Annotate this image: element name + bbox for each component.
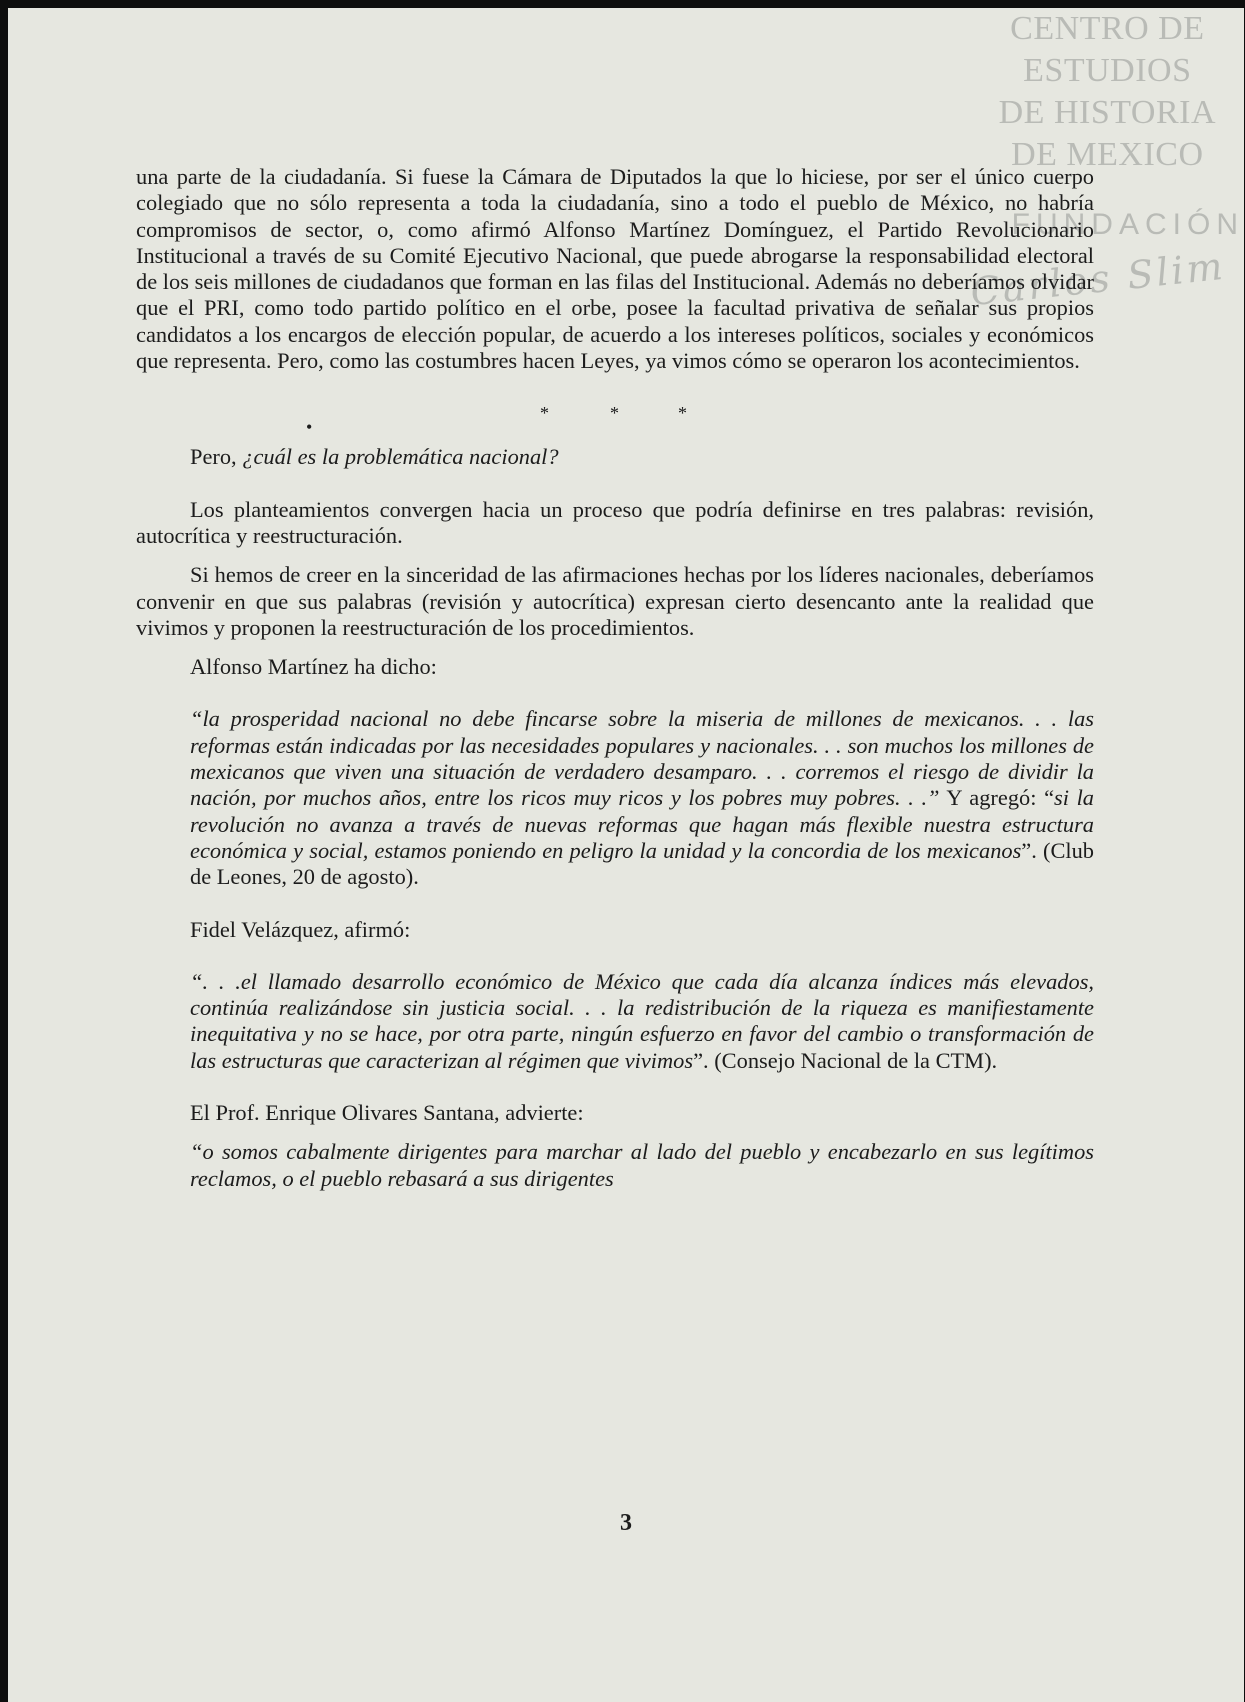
- paragraph-continuation: una parte de la ciudadanía. Si fuese la Cámara de Diputados la que lo hiciese, por ser el único cuerpo colegiado que no sólo representa a toda la ciudadanía, sino a todo el pueblo de México, no habría compromisos de sector, o, como afirmó Alfonso Martínez Domínguez, el Partido Revolucionario Institucional a través de su Comité Ejecutivo Nacional, que puede abrogarse la responsabilidad electoral de los seis millones de ciudadanos que forman en las filas del Institucional. Además no deberíamos olvidar que el PRI, como todo partido político en el orbe, posee la facultad privativa de señalar sus propios candidatos a los encargos de elección popular, de acuerdo a los intereses políticos, sociales y económicos que representa. Pero, como las costumbres hacen Leyes, ya vimos cómo se operaron los acontecimientos.: [136, 164, 1094, 374]
- quote-source: ”. (Club de Leones, 20 de agosto).: [190, 837, 1094, 890]
- speaker-intro: El Prof. Enrique Olivares Santana, advierte:: [190, 1100, 584, 1126]
- quote-text: “. . .el llamado desarrollo económico de México que cada día alcanza índices más elevados, continúa realizándose sin justicia social. . . la redistribución de la riqueza es manifiestamente inequitativa y no se hace, por otra parte, ningún esfuerzo en favor del cambio o transformación de las estructuras que caracterizan al régimen que vivimos: [190, 968, 1094, 1073]
- paragraph: Los planteamientos convergen hacia un proceso que podría definirse en tres palabras: revisión, autocrítica y reestructuración.: [136, 496, 1094, 548]
- section-question: [136, 444, 1094, 470]
- watermark-line: ESTUDIOS: [1023, 52, 1192, 89]
- speaker-intro: Fidel Velázquez, afirmó:: [190, 916, 411, 942]
- block-quote-martinez: [136, 706, 1094, 890]
- archive-watermark: [968, 8, 1244, 315]
- separator-dot: •: [306, 417, 313, 438]
- block-quote-velazquez: [136, 969, 1094, 1074]
- section-separator: [136, 374, 1094, 444]
- quote-source: ”. (Consejo Nacional de la CTM).: [693, 1047, 998, 1073]
- quote-text: si la revolución no avanza a través de nuevas reformas que hagan más flexible nuestra estructura económica y social, estamos poniendo en peligro la unidad y la concordia de los mexicanos: [190, 785, 1095, 863]
- separator-star: *: [610, 403, 619, 424]
- quote-text: “o somos cabalmente dirigentes para marchar al lado del pueblo y encabezarlo en sus legítimos reclamos, o el pueblo rebasará a sus dirigentes: [190, 1139, 1094, 1191]
- question-prefix: Pero,: [190, 444, 243, 470]
- paragraph: Si hemos de creer en la sinceridad de las afirmaciones hechas por los líderes nacionales, deberíamos convenir en que sus palabras (revisión y autocrítica) expresan cierto desencanto ante la realidad que vivimos y proponen la reestructuración de los procedimientos.: [136, 562, 1094, 640]
- watermark-fundacion: FUNDACIÓN: [1011, 208, 1244, 241]
- watermark-line: CENTRO DE: [1010, 10, 1205, 47]
- block-quote-olivares: [136, 1139, 1094, 1192]
- page-number: 3: [620, 1510, 632, 1536]
- watermark-signature: Carlos Slim: [968, 243, 1228, 315]
- watermark-line: DE HISTORIA: [998, 94, 1216, 131]
- separator-star: *: [678, 403, 687, 424]
- document-page: [8, 8, 1244, 1702]
- speaker-intro: Alfonso Martínez ha dicho:: [190, 654, 437, 680]
- quote-text: “la prosperidad nacional no debe fincarse sobre la miseria de millones de mexicanos. . . las reformas están indicadas por las necesidades populares y nacionales. . . son muchos los millones de mexicanos que viven una situación de verdadero desamparo. . . corremos el riesgo de dividir la nación, por muchos años, entre los ricos muy ricos y los pobres muy pobres. . .”: [190, 706, 1094, 811]
- separator-star: *: [540, 403, 549, 424]
- body-text: [136, 164, 1094, 1192]
- quote-connector: Y agregó: “: [939, 785, 1055, 811]
- watermark-line: DE MEXICO: [1011, 136, 1204, 173]
- question-text: ¿cuál es la problemática nacional?: [242, 444, 559, 470]
